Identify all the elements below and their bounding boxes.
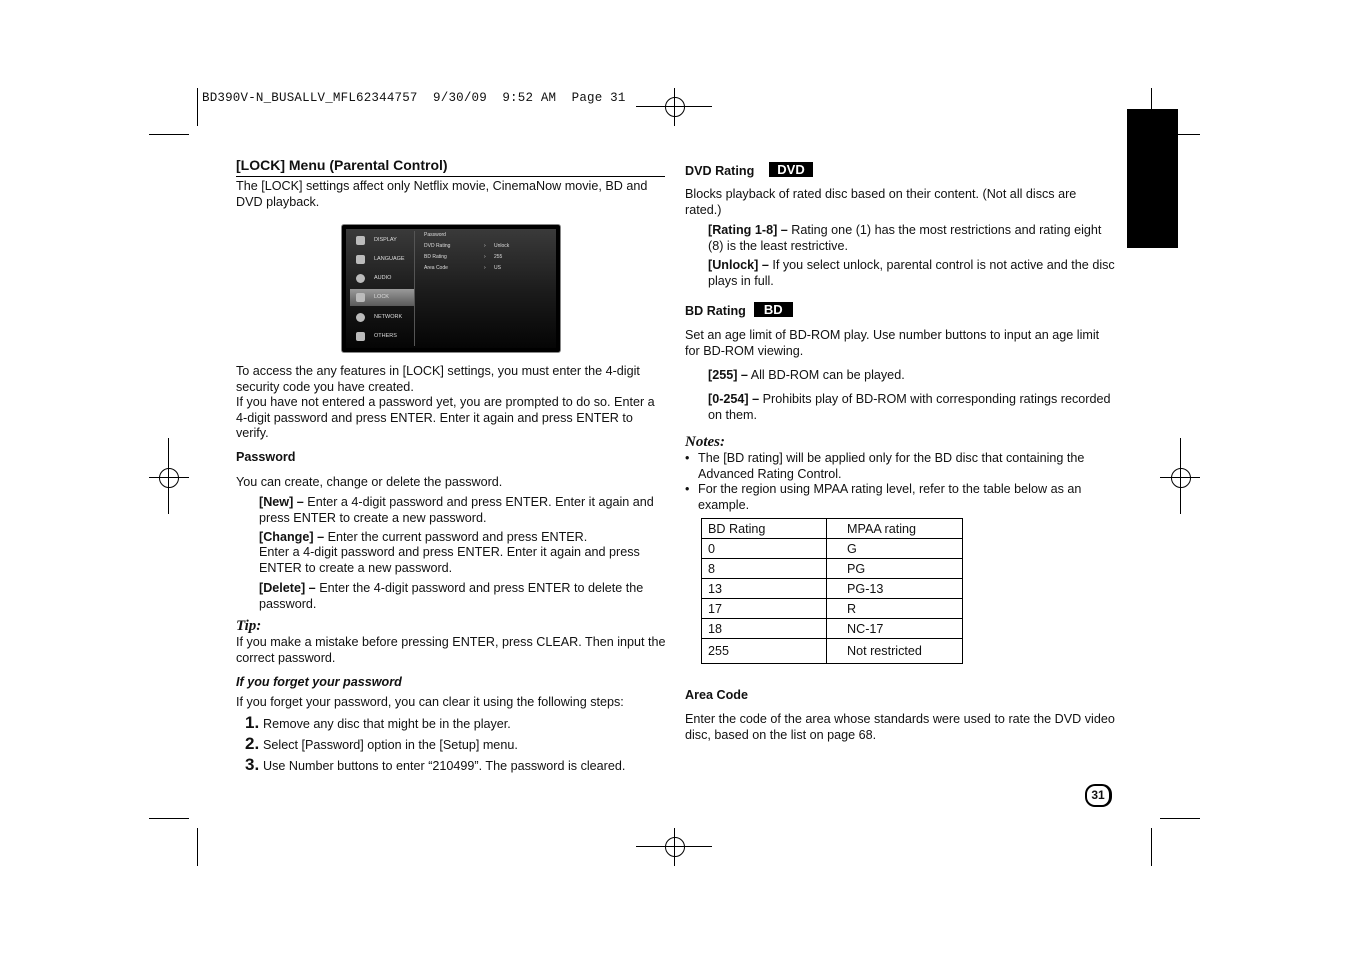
menu-option-label: BD Rating [424, 254, 447, 260]
table-header-row [702, 519, 963, 539]
password-desc: You can create, change or delete the password. [236, 475, 503, 489]
password-heading: Password [236, 450, 296, 464]
crop-mark [149, 818, 189, 819]
table-cell: 17 [702, 599, 827, 619]
registration-circle [1171, 468, 1191, 488]
dvd-desc: Blocks playback of rated disc based on their content. (Not all discs are rated.) [685, 187, 1077, 217]
language-icon [356, 255, 365, 264]
menu-item-audio: AUDIO [350, 270, 414, 287]
table-cell: 8 [702, 559, 827, 579]
section-tab [1127, 109, 1178, 248]
table-cell: 13 [702, 579, 827, 599]
table-cell: PG-13 [827, 579, 963, 599]
mpaa-rating-table [701, 518, 963, 664]
bd-rating-heading: BD Rating BD [685, 302, 793, 318]
intro-text: The [LOCK] settings affect only Netflix movie, CinemaNow movie, BD and DVD playback. [236, 179, 648, 209]
dvd-rating-1-8: [Rating 1-8] – Rating one (1) has the most restrictions and rating eight (8) is the least restrictive. [708, 223, 1102, 253]
lock-menu-screenshot [341, 224, 561, 353]
menu-option-arrow: › [484, 254, 486, 260]
forgot-heading: If you forget your password [236, 675, 402, 689]
crop-mark [149, 134, 189, 135]
menu-option-arrow: › [484, 243, 486, 249]
crop-mark [1160, 818, 1200, 819]
menu-option-value: US [494, 265, 501, 271]
table-row [702, 619, 963, 639]
notes-label: Notes: [685, 434, 725, 450]
menu-item-display: DISPLAY [350, 232, 414, 249]
crop-mark [1151, 828, 1152, 866]
note-2: • For the region using MPAA rating level, refer to the table below as an example. [685, 482, 1082, 512]
bd-255: [255] – All BD-ROM can be played. [708, 368, 905, 382]
forgot-intro: If you forget your password, you can clear it using the following steps: [236, 695, 624, 709]
page-number: 31 [1085, 784, 1112, 807]
dvd-rating-heading: DVD Rating DVD [685, 162, 813, 178]
crop-mark [197, 88, 198, 126]
network-icon [356, 313, 365, 322]
area-code-desc: Enter the code of the area whose standards were used to rate the DVD video disc, based on the list on page 68. [685, 712, 1115, 742]
table-cell: 0 [702, 539, 827, 559]
table-row [702, 559, 963, 579]
section-title: [LOCK] Menu (Parental Control) [236, 157, 448, 173]
table-row [702, 579, 963, 599]
registration-circle [665, 837, 685, 857]
table-cell: R [827, 599, 963, 619]
password-change-2: Enter a 4-digit password and press ENTER. Enter it again and press ENTER to create a new password. [259, 545, 640, 575]
table-cell: 255 [702, 639, 827, 664]
print-slug: BD390V-N_BUSALLV_MFL62344757 9/30/09 9:52 AM Page 31 [202, 91, 626, 105]
tip-text: If you make a mistake before pressing ENTER, press CLEAR. Then input the correct password. [236, 635, 666, 665]
menu-item-network: NETWORK [350, 309, 414, 326]
table-cell: NC-17 [827, 619, 963, 639]
password-new: [New] – Enter a 4-digit password and press ENTER. Enter it again and press ENTER to create a new password. [259, 495, 654, 525]
step-1: 1. Remove any disc that might be in the player. [245, 713, 511, 732]
access-text-2: If you have not entered a password yet, you are prompted to do so. Enter a 4-digit password and press ENTER. Enter it again and press ENTER to verify. [236, 395, 655, 440]
menu-option-label: Area Code [424, 265, 448, 271]
table-cell: 18 [702, 619, 827, 639]
step-3: 3. Use Number buttons to enter “210499”. The password is cleared. [245, 755, 626, 774]
password-change: [Change] – Enter the current password and press ENTER. [259, 530, 588, 544]
bd-badge: BD [754, 302, 793, 317]
table-cell: BD Rating [702, 519, 827, 539]
registration-circle [665, 97, 685, 117]
password-delete: [Delete] – Enter the 4-digit password and press ENTER to delete the password. [259, 581, 644, 611]
registration-circle [159, 468, 179, 488]
table-cell: Not restricted [827, 639, 963, 664]
note-1: • The [BD rating] will be applied only for the BD disc that containing the Advanced Rating Control. [685, 451, 1085, 481]
display-icon [356, 236, 365, 245]
step-2: 2. Select [Password] option in the [Setup] menu. [245, 734, 518, 753]
menu-option-value: 255 [494, 254, 503, 260]
table-cell: MPAA rating [827, 519, 963, 539]
menu-option-label: DVD Rating [424, 243, 451, 249]
menu-item-lock: LOCK [350, 289, 414, 306]
table-row [702, 539, 963, 559]
lock-icon [356, 293, 365, 302]
table-row [702, 599, 963, 619]
bd-0-254: [0-254] – Prohibits play of BD-ROM with corresponding ratings recorded on them. [708, 392, 1111, 422]
area-code-heading: Area Code [685, 688, 748, 702]
dvd-badge: DVD [769, 162, 812, 177]
title-rule [236, 176, 665, 177]
audio-icon [356, 274, 365, 283]
table-cell: PG [827, 559, 963, 579]
others-icon [356, 332, 365, 341]
dvd-unlock: [Unlock] – If you select unlock, parental control is not active and the disc plays in full. [708, 258, 1115, 288]
table-cell: G [827, 539, 963, 559]
crop-mark [197, 828, 198, 866]
menu-option-label: Password [424, 232, 446, 238]
table-row [702, 639, 963, 664]
menu-item-others: OTHERS [350, 328, 414, 345]
tip-label: Tip: [236, 618, 262, 634]
bd-desc: Set an age limit of BD-ROM play. Use number buttons to input an age limit for BD-ROM viewing. [685, 328, 1100, 358]
access-text-1: To access the any features in [LOCK] settings, you must enter the 4-digit security code you have created. [236, 364, 640, 394]
menu-option-arrow: › [484, 265, 486, 271]
menu-option-value: Unlock [494, 243, 510, 249]
menu-item-language: LANGUAGE [350, 251, 414, 268]
